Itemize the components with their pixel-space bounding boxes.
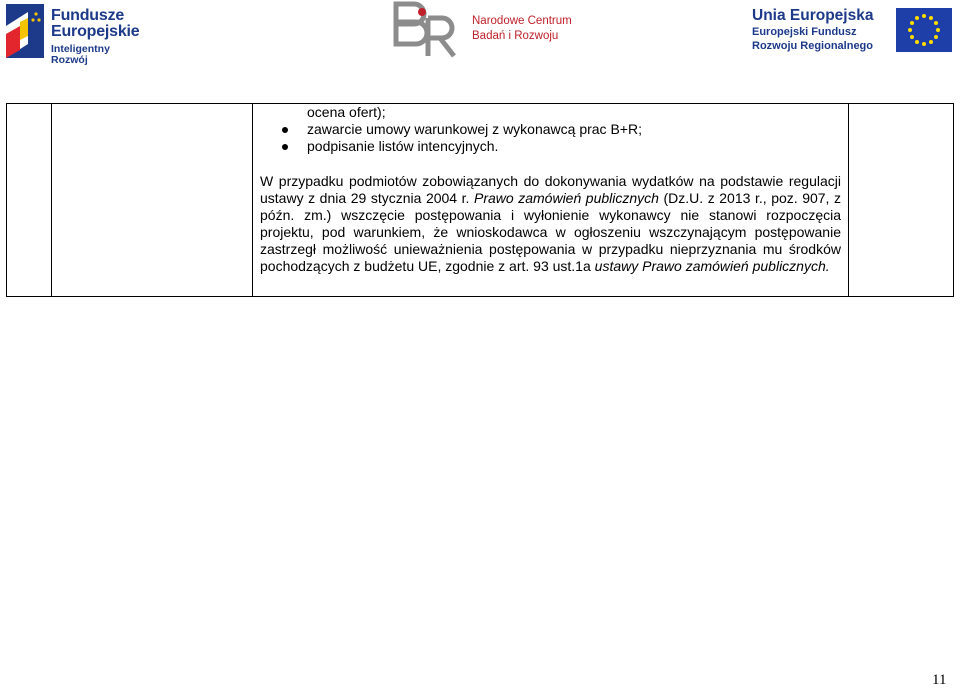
logo-fundusze-europejskie — [6, 4, 146, 66]
list-item-text: podpisanie listów intencyjnych. — [307, 138, 499, 154]
table-col-border — [953, 103, 954, 297]
logo-unia-europejska — [752, 4, 956, 60]
logo-ncbr — [392, 0, 572, 60]
ncbr-br-emblem-icon — [392, 0, 462, 58]
bullet-icon — [282, 144, 288, 150]
table-cell-content — [260, 104, 841, 289]
list-item — [260, 121, 841, 138]
paragraph-text: W przypadku podmiotów zobowiązanych do dokonywania wydatków na podstawie regulacji ustawy z dnia 29 stycznia 2004 r. — [260, 173, 841, 206]
table-bottom-border — [6, 296, 954, 297]
list-item-text: ocena ofert); — [307, 104, 386, 120]
list-item — [260, 104, 841, 121]
list-item — [260, 138, 841, 155]
logo-ue-line1: Unia Europejska — [752, 7, 874, 24]
paragraph-text: (Dz.U. z 2013 r., poz. 907, z późn. zm.) wszczęcie postępowania i wyłonienie wykonawcy nie stanowi rozpoczęcia projektu, pod warunkiem, że wnioskodawca w ogłoszeniu wszczynającym postępowanie zastrzegł możliwość unieważnienia postępowania w przypadku nieprzyznania mu środków pochodzących z budżetu UE, zgodnie z art. 93 ust.1a — [260, 190, 842, 274]
table-col-border — [252, 103, 253, 297]
eu-flag-icon — [896, 8, 952, 52]
logo-ncbr-line2: Badań i Rozwoju — [472, 29, 559, 42]
logo-ue-line2: Europejski Fundusz — [752, 25, 857, 38]
body-paragraph — [260, 173, 841, 275]
bullet-icon — [282, 127, 288, 133]
paragraph-text-italic: ustawy Prawo zamówień publicznych. — [594, 258, 830, 274]
table-col-border — [6, 103, 7, 297]
logo-fe-line2: Europejskie — [51, 23, 140, 40]
paragraph-text-italic: Prawo zamówień publicznych — [473, 190, 659, 206]
list-item-text: zawarcie umowy warunkowej z wykonawcą prac B+R; — [307, 121, 642, 137]
bullet-list — [260, 104, 841, 155]
logo-ncbr-line1: Narodowe Centrum — [472, 15, 572, 27]
fundusze-europejskie-emblem-icon — [6, 4, 44, 58]
logo-ue-line3: Rozwoju Regionalnego — [752, 39, 873, 52]
logo-fe-line3: Inteligentny Rozwój — [51, 43, 110, 66]
logo-fe-line1: Fundusze — [51, 7, 125, 24]
table-col-border — [51, 103, 52, 297]
page-number: 11 — [932, 672, 947, 688]
table-col-border — [848, 103, 849, 297]
